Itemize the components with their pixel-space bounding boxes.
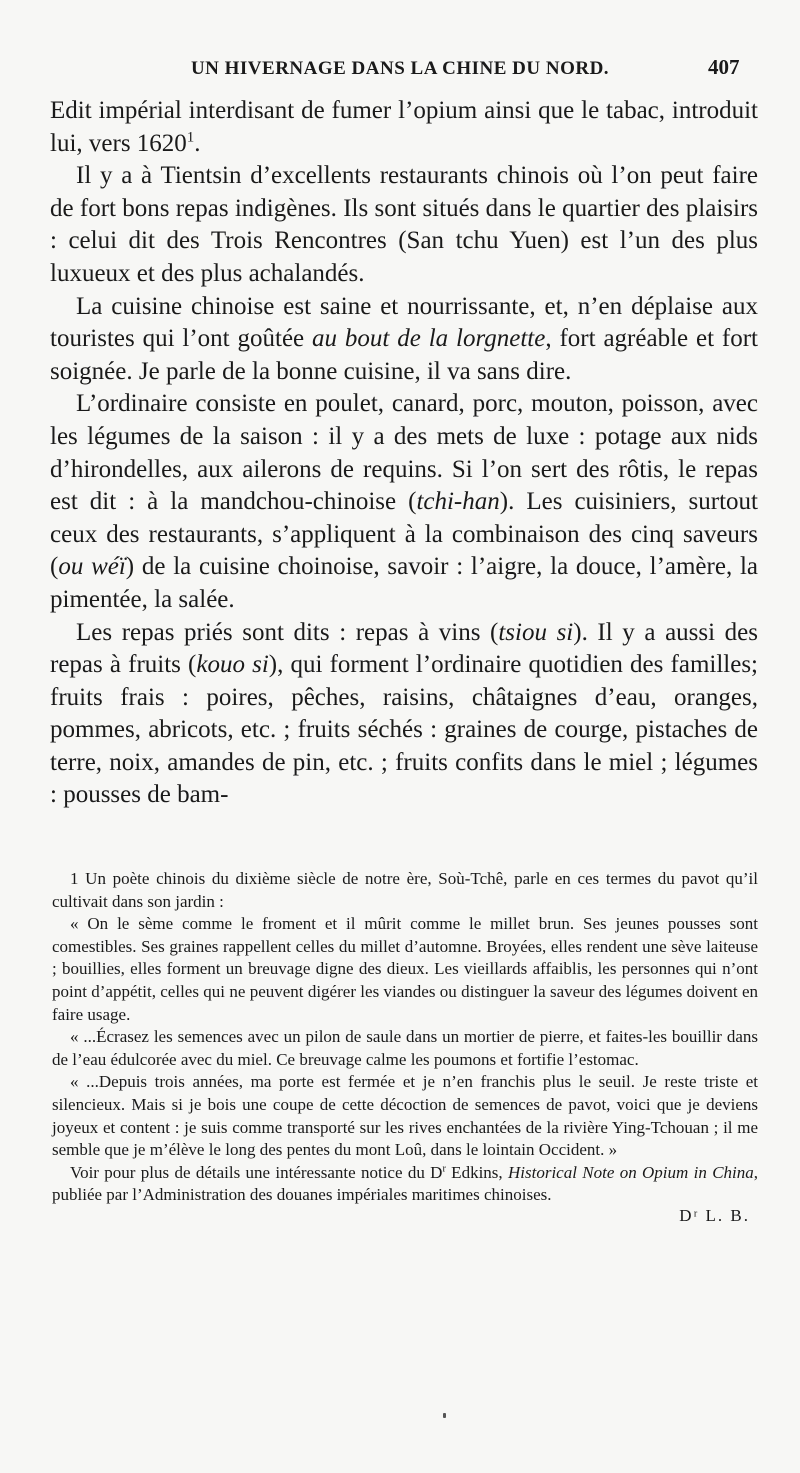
footnote-quote-3: « ...Depuis trois années, ma porte est fermée et je n’en franchis plus le seuil. Je reste triste et silencieux. Mais si je bois une coupe de cette décoction de semences de pavot, voici que je deviens joyeux et content : je suis comme transporté sur les rives enchantées de la rivière Ying-Tchouan ; il me semble que je m’élève le long des pentes du mont Loû, dans le lointain Occident. » — [52, 1072, 758, 1160]
paragraph-1-text: Edit impérial interdisant de fumer l’opium ainsi que le tabac, introduit lui, vers 1620 — [50, 97, 758, 157]
reference-note-text-a: Voir pour plus de détails une intéressante notice du D — [70, 1162, 443, 1182]
footnote-intro-text: Un poète chinois du dixième siècle de notre ère, Soù-Tchê, parle en ces termes du pavot qu’il cultivait dans son jardin : — [52, 869, 758, 911]
footnote-block — [52, 868, 758, 1228]
paragraph-5-italic-2: kouo si — [196, 651, 269, 679]
paragraph-5-italic-1: tsiou si — [498, 618, 574, 646]
paragraph-5-text-a: Les repas priés sont dits : repas à vins ( — [76, 618, 499, 646]
paragraph-3-text-a: La cuisine chinoise est saine et nourrissante, et, n’en déplaise aux touristes qui l’ont goûtée — [50, 292, 758, 353]
footnote-intro — [52, 868, 758, 913]
footnote-signature: Dʳ L. B. — [679, 1205, 750, 1225]
paragraph-4-text-a: L’ordinaire consiste en poulet, canard, porc, mouton, poisson, avec les légumes de la saison : il y a des mets de luxe : potage aux nids d’hirondelles, aux ailerons de requins. Si l’on sert des rôtis, le repas est dit : à la mandchou-chinoise ( — [50, 390, 758, 516]
paragraph-3-text-b: , fort agréable et fort soignée. Je parle de la bonne cuisine, il va sans dire. — [50, 325, 758, 385]
reference-note-superscript: r — [442, 1163, 446, 1175]
footnote-reference-note — [52, 1162, 758, 1207]
paragraph-4-text-c: ) de la cuisine choinoise, savoir : l’aigre, la douce, l’amère, la pimentée, la salée. — [50, 553, 758, 613]
footnote-quote-1: « On le sème comme le froment et il mûrit comme le millet brun. Ses jeunes pousses sont comestibles. Ses graines rappellent celles du millet d’automne. Broyées, elles rendent une sève laiteuse ; bouillies, elles forment un breuvage digne des dieux. Les vieillards affaiblis, les personnes qui n’ont point d’appétit, celles qui ne peuvent digérer les viandes ou distinguer la saveur des légumes doivent en faire usage. — [52, 914, 758, 1024]
main-text — [50, 95, 758, 812]
paragraph-5 — [50, 617, 758, 813]
reference-note-text-c: , publiée par l’Administration des douanes impériales maritimes chinoises. — [52, 1162, 759, 1205]
paragraph-5-text-b: ). Il y a aussi des repas à fruits ( — [50, 618, 758, 679]
paragraph-3-italic: au bout de la lorgnette — [312, 325, 546, 353]
paragraph-4-italic-2: ou wéï — [58, 553, 126, 581]
reference-note-italic-title: Historical Note on Opium in China — [508, 1162, 754, 1182]
footnote-reference: 1 — [186, 129, 195, 146]
running-title: UN HIVERNAGE DANS LA CHINE DU NORD. — [190, 58, 610, 79]
footnote-quote-2: « ...Écrasez les semences avec un pilon de saule dans un mortier de pierre, et faites-les bouillir dans de l’eau édulcorée avec du miel. Ce breuvage calme les poumons et fortifie l’estomac. — [52, 1027, 758, 1069]
paragraph-1 — [50, 95, 758, 160]
reference-note-text-b: Edkins, — [445, 1162, 508, 1182]
paragraph-4-text-b: ). Les cuisiniers, surtout ceux des restaurants, s’appliquent à la combinaison des cinq saveurs ( — [50, 488, 758, 581]
footnote-marker: 1 — [70, 869, 79, 888]
paragraph-3 — [50, 291, 758, 389]
page-number: 407 — [708, 55, 740, 79]
paragraph-5-text-c: ), qui forment l’ordinaire quotidien des familles; fruits frais : poires, pêches, raisins, châtaignes d’eau, oranges, pommes, abricots, etc. ; fruits séchés : graines de courge, pistaches de terre, noix, amandes de pin, etc. ; fruits confits dans le miel ; légumes : pousses de bam- — [50, 651, 758, 809]
paragraph-4 — [50, 388, 758, 616]
paragraph-2: Il y a à Tientsin d’excellents restaurants chinois où l’on peut faire de fort bons repas indigènes. Ils sont situés dans le quartier des plaisirs : celui dit des Trois Rencontres (San tchu Yuen) est l’un des plus luxueux et des plus achalandés. — [50, 162, 758, 287]
print-speck — [443, 1413, 446, 1418]
paragraph-4-italic-1: tchi-han — [416, 488, 500, 516]
paragraph-1-end: . — [194, 129, 201, 157]
